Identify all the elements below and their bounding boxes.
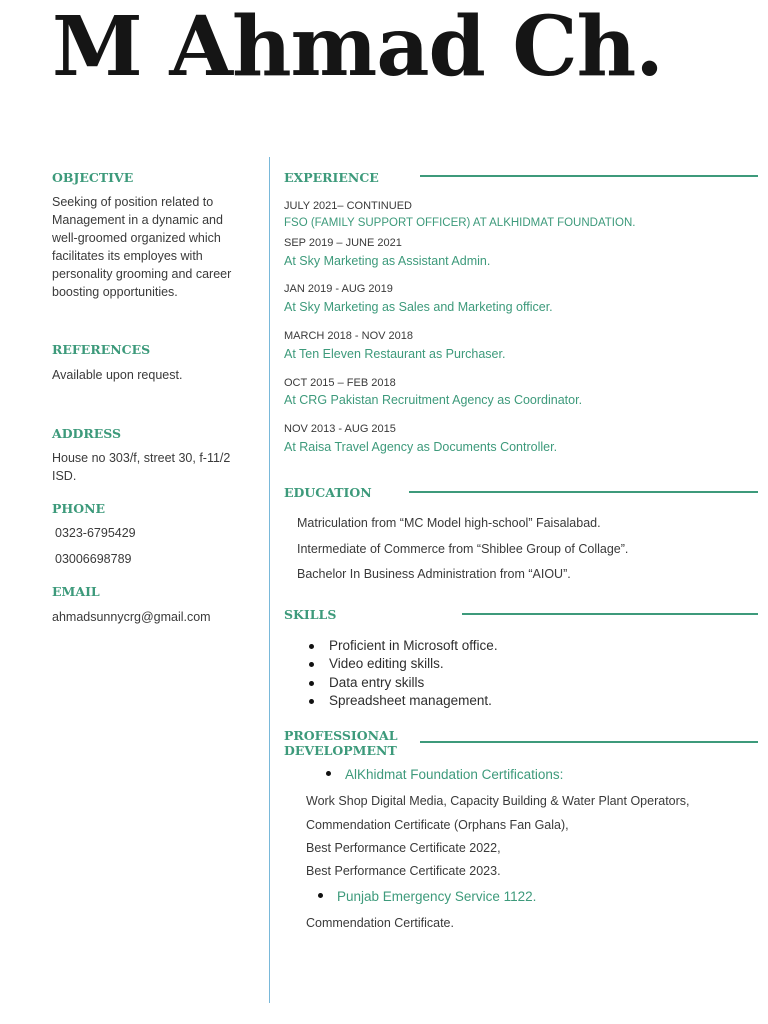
email-heading: EMAIL — [52, 584, 100, 599]
skills-heading: SKILLS — [284, 607, 337, 622]
experience-date: OCT 2015 – FEB 2018 — [284, 377, 396, 389]
experience-role: At Raisa Travel Agency as Documents Controller. — [284, 440, 558, 454]
certification-line: Work Shop Digital Media, Capacity Building & Water Plant Operators, — [306, 794, 690, 808]
objective-line: Seeking of position related to — [52, 195, 214, 209]
education-item: Bachelor In Business Administration from “AIOU”. — [297, 567, 571, 581]
education-item: Matriculation from “MC Model high-school” Faisalabad. — [297, 516, 601, 530]
experience-rule — [420, 175, 758, 177]
certification-line: Best Performance Certificate 2022, — [306, 841, 501, 855]
objective-line: personality grooming and career — [52, 267, 232, 281]
certification-group-label: AlKhidmat Foundation Certifications: — [345, 767, 564, 782]
references-heading: REFERENCES — [52, 342, 151, 357]
experience-date: JULY 2021– CONTINUED — [284, 200, 412, 212]
objective-line: facilitates its employes with — [52, 249, 203, 263]
objective-heading: OBJECTIVE — [52, 170, 134, 185]
certification-line: Commendation Certificate (Orphans Fan Gala), — [306, 818, 569, 832]
experience-date: JAN 2019 - AUG 2019 — [284, 283, 393, 295]
resume-name: M Ahmad Ch. — [52, 0, 663, 95]
bullet-icon — [326, 771, 331, 776]
objective-line: Management in a dynamic and — [52, 213, 223, 227]
skill-item: Proficient in Microsoft office. — [304, 637, 498, 655]
professional-development-rule — [420, 741, 758, 743]
experience-role: At Sky Marketing as Assistant Admin. — [284, 254, 491, 268]
heading-line: DEVELOPMENT — [284, 743, 397, 758]
skills-rule — [462, 613, 758, 615]
experience-role: At Ten Eleven Restaurant as Purchaser. — [284, 347, 506, 361]
certification-line: Best Performance Certificate 2023. — [306, 864, 501, 878]
education-item: Intermediate of Commerce from “Shiblee Group of Collage”. — [297, 542, 629, 556]
skills-list — [304, 637, 498, 710]
phone-heading: PHONE — [52, 501, 106, 516]
experience-role: At CRG Pakistan Recruitment Agency as Coordinator. — [284, 393, 583, 407]
references-text: Available upon request. — [52, 368, 183, 382]
experience-date: NOV 2013 - AUG 2015 — [284, 423, 396, 435]
certification-group-title — [326, 767, 563, 783]
certification-line: Commendation Certificate. — [306, 916, 454, 930]
address-heading: ADDRESS — [52, 426, 122, 441]
heading-line: PROFESSIONAL — [284, 728, 398, 743]
bullet-icon — [318, 893, 323, 898]
experience-heading: EXPERIENCE — [284, 170, 379, 185]
experience-date: MARCH 2018 - NOV 2018 — [284, 330, 413, 342]
address-line: ISD. — [52, 469, 77, 483]
experience-role: At Sky Marketing as Sales and Marketing officer. — [284, 300, 553, 314]
skill-item: Data entry skills — [304, 674, 498, 692]
experience-date: SEP 2019 – JUNE 2021 — [284, 237, 402, 249]
column-divider — [269, 157, 270, 1003]
certification-group-label: Punjab Emergency Service 1122. — [337, 889, 537, 904]
email-address: ahmadsunnycrg@gmail.com — [52, 610, 211, 624]
professional-development-heading — [284, 728, 398, 758]
objective-line: well-groomed organized which — [52, 231, 221, 245]
education-heading: EDUCATION — [284, 485, 372, 500]
skill-item: Spreadsheet management. — [304, 692, 498, 710]
experience-role: FSO (FAMILY SUPPORT OFFICER) AT ALKHIDMAT FOUNDATION. — [284, 217, 636, 229]
phone-number: 0323-6795429 — [55, 526, 136, 540]
address-line: House no 303/f, street 30, f-11/2 — [52, 451, 231, 465]
phone-number: 03006698789 — [55, 552, 132, 566]
objective-line: boosting opportunities. — [52, 285, 178, 299]
skill-item: Video editing skills. — [304, 655, 498, 673]
education-rule — [409, 491, 758, 493]
certification-group-title — [318, 889, 536, 905]
